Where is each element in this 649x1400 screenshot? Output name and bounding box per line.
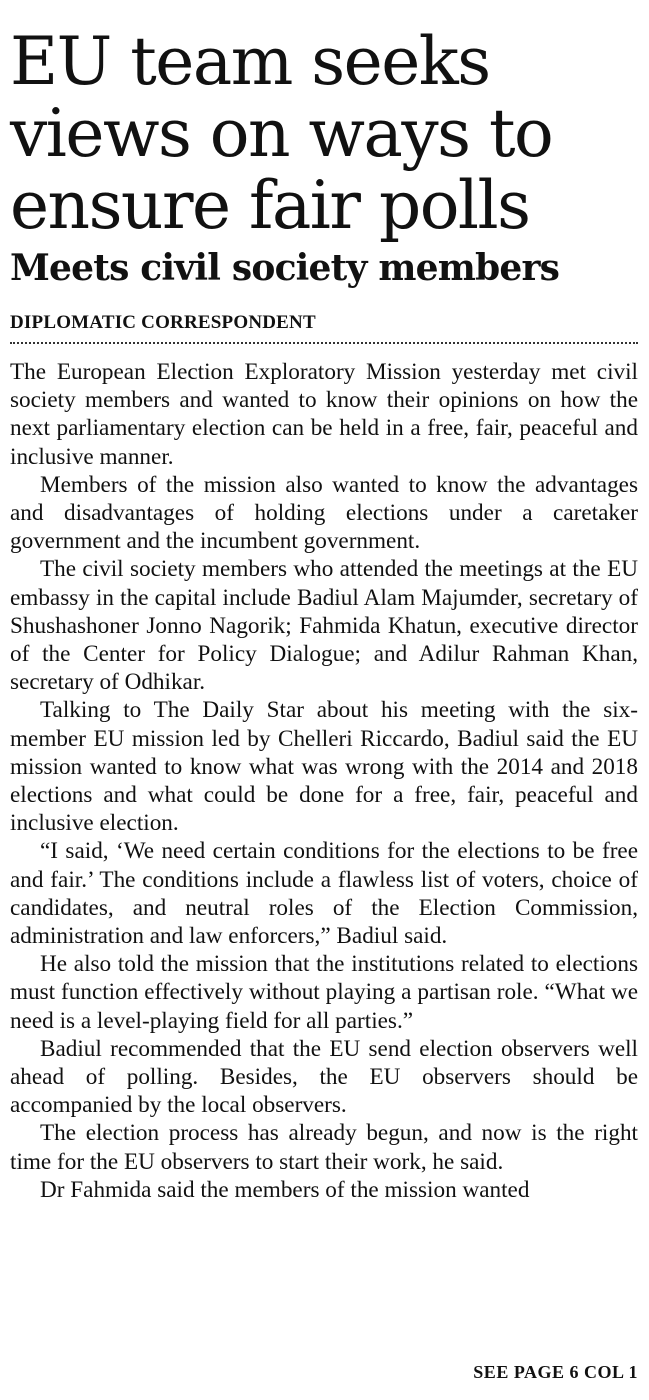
paragraph: Dr Fahmida said the members of the mission wanted [40,1176,530,1203]
byline: DIPLOMATIC CORRESPONDENT [10,312,316,333]
headline-line: views on ways to [10,95,553,172]
paragraph: He also told the mission that the institutions related to elections must function effectively without playing a partisan role. “What we need is a level-playing field for all parties.” [10,951,638,1034]
paragraph: The civil society members who attended the meetings at the EU embassy in the capital include Badiul Alam Majumder, secretary of Shushashoner Jonno Nagorik; Fahmida Khatun, executive director of the Center for Policy Dialogue; and Adilur Rahman Khan, secretary of Odhikar. [10,556,638,696]
paragraph: Talking to The Daily Star about his meeting with the six-member EU mission led by Chelleri Riccardo, Badiul said the EU mission wanted to know what was wrong with the 2014 and 2018 elections and what could be done for a free, fair, peaceful and inclusive election. [10,697,638,837]
paragraph: “I said, ‘We need certain conditions for the elections to be free and fair.’ The conditions include a flawless list of voters, choice of candidates, and neutral roles of the Election Commission, administration and law enforcers,” Badiul said. [10,838,638,950]
headline-line: EU team seeks [10,23,490,100]
dotted-divider [10,342,638,344]
paragraph: Members of the mission also wanted to know the advantages and disadvantages of holding elections under a caretaker government and the incumbent government. [10,471,638,555]
subheadline: Meets civil society members [10,247,560,289]
article [10,23,638,1204]
headline [10,23,638,244]
paragraph: The election process has already begun, and now is the right time for the EU observers to start their work, he said. [10,1120,638,1175]
continuation-note: SEE PAGE 6 COL 1 [473,1362,638,1382]
article-body [10,358,638,1204]
headline-line: ensure fair polls [10,167,530,244]
paragraph: Badiul recommended that the EU send election observers well ahead of polling. Besides, the EU observers should be accompanied by the local observers. [10,1035,638,1119]
paragraph: The European Election Exploratory Mission yesterday met civil society members and wanted to know their opinions on how the next parliamentary election can be held in a free, fair, peaceful and inclusive manner. [10,359,638,470]
